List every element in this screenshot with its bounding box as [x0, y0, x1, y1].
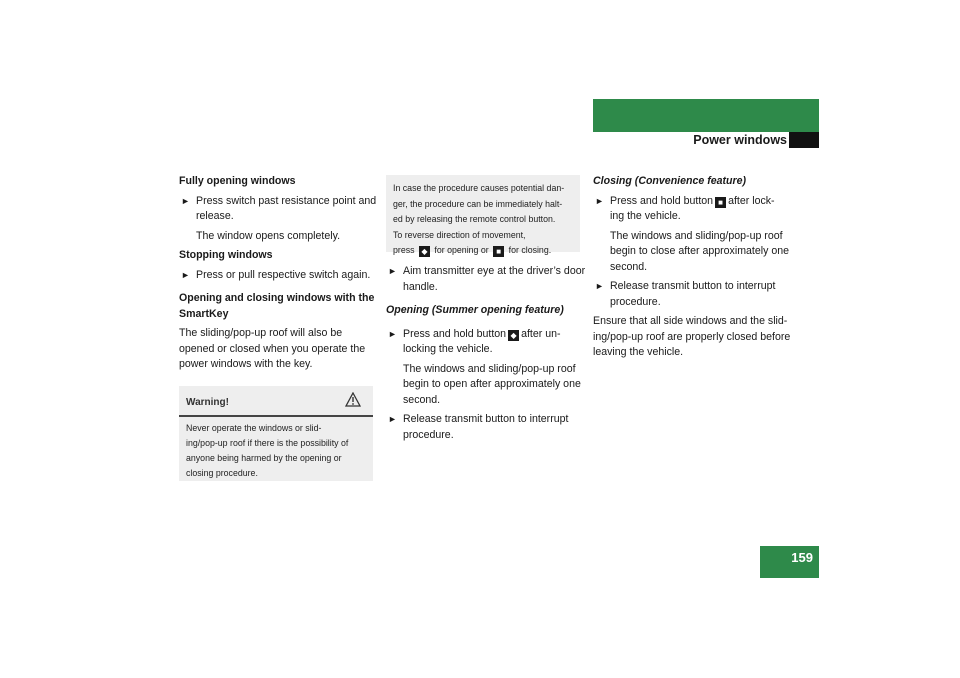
arrow-right-icon: ►	[595, 195, 604, 206]
note-text: The windows and sliding/pop-up roof begin to close after approximately one second.	[610, 229, 790, 273]
section-marker	[789, 132, 819, 148]
note-text: The windows and sliding/pop-up roof begin to open after approximately one second.	[403, 362, 581, 406]
section-title-wrap	[593, 132, 819, 150]
page-number-box	[760, 546, 819, 578]
heading-summer-opening: Opening (Summer opening feature)	[386, 304, 564, 316]
arrow-right-icon: ►	[388, 266, 397, 276]
chapter-title: Controls in detail	[825, 115, 928, 129]
list-item: ► Aim transmitter eye at the driver’s door handle.	[388, 265, 586, 293]
lock-icon: ■	[715, 197, 726, 208]
list-item: ► Release transmit button to interrupt procedure.	[388, 413, 569, 441]
column-1: Fully opening windows ► Press switch past resistance point and release. The window opens completely. Stopping windows ► Press or pull respective switch again. Opening and closing windows with the SmartKey The sliding/pop-up roof will also be opened or closed when you operate the power windows with the key.	[179, 174, 379, 373]
paragraph: The sliding/pop-up roof will also be	[179, 327, 343, 339]
list-item: ► Press and hold button ■ after lock- ing the vehicle.	[595, 194, 775, 222]
unlock-icon: ◆	[508, 330, 519, 341]
arrow-right-icon: ►	[388, 328, 397, 339]
heading-convenience-closing: Closing (Convenience feature)	[593, 175, 747, 187]
arrow-right-icon: ►	[181, 269, 190, 280]
list-item: ► Press or pull respective switch again.	[179, 268, 379, 284]
heading-stopping: Stopping windows	[179, 249, 273, 261]
section-title: Power windows	[693, 133, 787, 147]
arrow-right-icon: ►	[595, 281, 604, 291]
warning-title: Warning!	[186, 397, 229, 408]
heading-smartkey: Opening and closing windows with the	[179, 292, 375, 304]
info-box	[386, 175, 580, 256]
paragraph: Ensure that all side windows and the slid- ing/pop-up roof are properly closed before leaving the vehicle.	[593, 315, 791, 358]
page-number: 159	[791, 550, 813, 565]
warning-triangle-icon	[345, 392, 361, 412]
column-2	[386, 264, 586, 443]
lock-icon: ■	[493, 246, 504, 257]
divider	[179, 415, 373, 417]
column-3	[593, 174, 798, 361]
unlock-icon: ◆	[419, 246, 430, 257]
warning-text: Never operate the windows or slid- ing/pop-up roof if there is the possibility of anyone being harmed by the opening or closing procedure.	[186, 423, 349, 478]
arrow-right-icon: ►	[181, 195, 190, 206]
info-text: In case the procedure causes potential dan- ger, the procedure can be immediately halt- ed by releasing the remote control button. To reverse direction of movement, press ◆ for opening or ■ for closing.	[393, 183, 565, 256]
heading-fully-opening: Fully opening windows	[179, 175, 296, 187]
list-item: ► Press switch past resistance point and release.	[181, 194, 377, 222]
arrow-right-icon: ►	[388, 414, 397, 424]
note-text: The window opens completely.	[196, 229, 341, 242]
list-item: ► Release transmit button to interrupt procedure.	[595, 280, 776, 308]
list-item: ► Press and hold button ◆ after un- locking the vehicle.	[388, 327, 561, 355]
warning-box	[179, 386, 373, 481]
